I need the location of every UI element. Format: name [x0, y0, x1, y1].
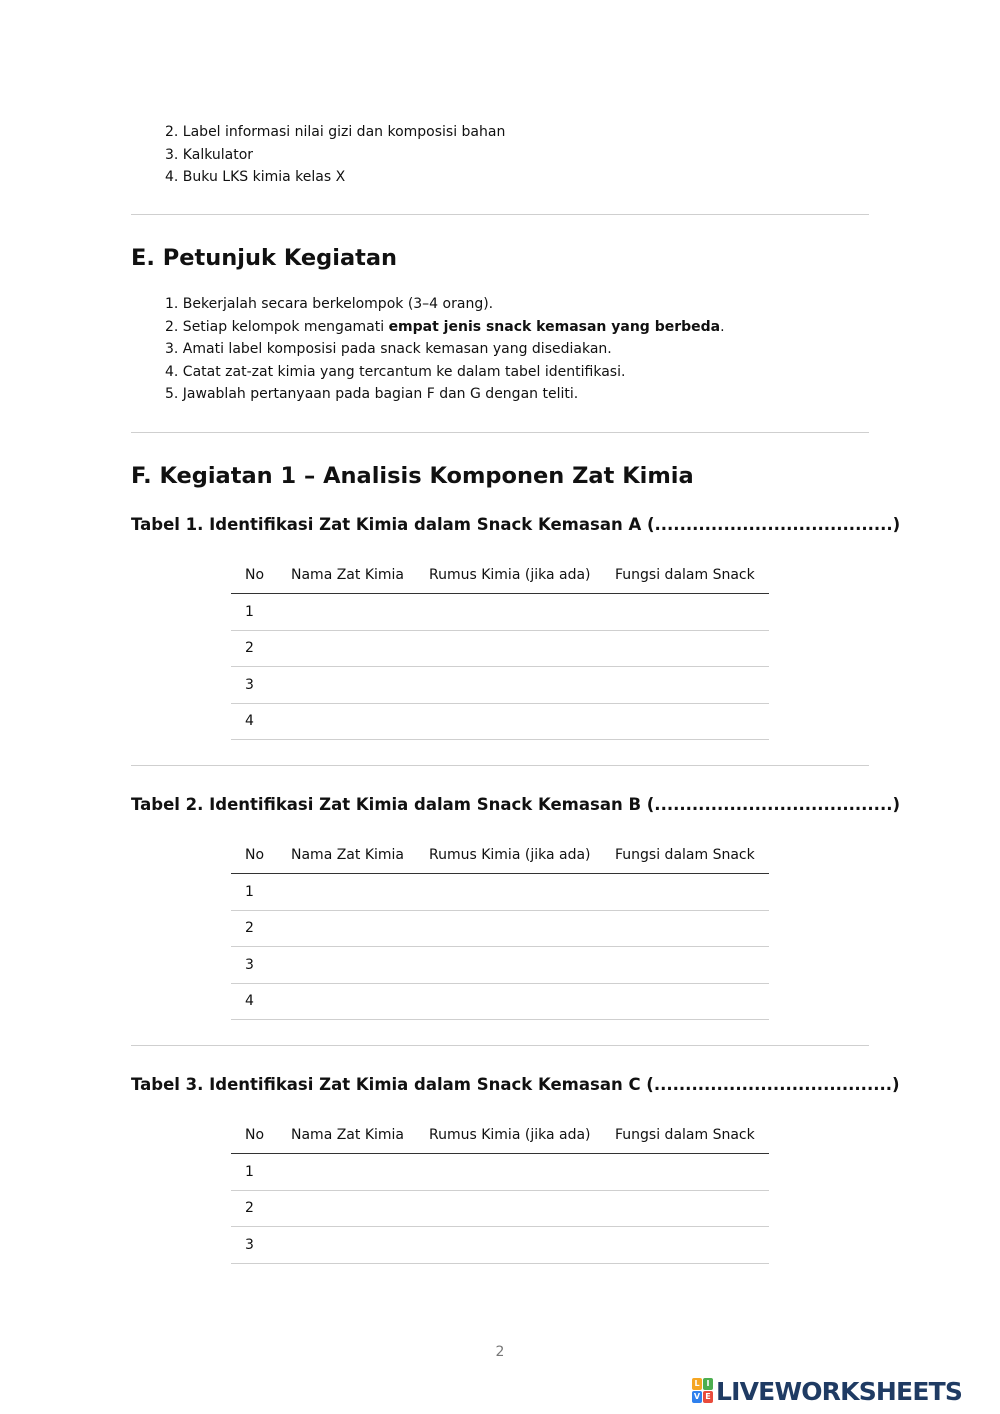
table-1	[231, 557, 769, 740]
col-header-formula: Rumus Kimia (jika ada)	[429, 837, 615, 874]
cell-function[interactable]	[615, 667, 769, 704]
cell-name[interactable]	[291, 947, 429, 984]
list-item: 2. Label informasi nilai gizi dan komposisi bahan	[165, 124, 506, 140]
logo-tile-e: E	[703, 1391, 713, 1403]
cell-function[interactable]	[615, 703, 769, 740]
cell-formula[interactable]	[429, 630, 615, 667]
row-number: 1	[231, 594, 291, 631]
list-item: 3. Amati label komposisi pada snack kemasan yang disediakan.	[165, 341, 612, 358]
cell-function[interactable]	[615, 594, 769, 631]
row-number: 3	[231, 1227, 291, 1264]
col-header-no: No	[231, 557, 291, 594]
cell-formula[interactable]	[429, 667, 615, 704]
step-text: 2. Setiap kelompok mengamati	[165, 318, 389, 335]
cell-function[interactable]	[615, 630, 769, 667]
table-row	[231, 667, 769, 704]
tools-list	[131, 121, 505, 189]
row-number: 1	[231, 1154, 291, 1191]
cell-formula[interactable]	[429, 1190, 615, 1227]
divider	[131, 432, 869, 433]
col-header-no: No	[231, 1117, 291, 1154]
table-row	[231, 910, 769, 947]
cell-function[interactable]	[615, 947, 769, 984]
table-header-row	[231, 837, 769, 874]
table-3	[231, 1117, 769, 1264]
list-item: 5. Jawablah pertanyaan pada bagian F dan G dengan teliti.	[165, 386, 579, 403]
row-number: 4	[231, 983, 291, 1020]
cell-name[interactable]	[291, 630, 429, 667]
list-item: 4. Catat zat-zat kimia yang tercantum ke dalam tabel identifikasi.	[165, 363, 626, 380]
cell-formula[interactable]	[429, 1154, 615, 1191]
row-number: 2	[231, 910, 291, 947]
list-item	[131, 316, 725, 339]
cell-name[interactable]	[291, 703, 429, 740]
cell-function[interactable]	[615, 1190, 769, 1227]
table-header-row	[231, 557, 769, 594]
cell-function[interactable]	[615, 1154, 769, 1191]
cell-formula[interactable]	[429, 874, 615, 911]
table-row	[231, 983, 769, 1020]
col-header-function: Fungsi dalam Snack	[615, 1117, 769, 1154]
table-1-title: Tabel 1. Identifikasi Zat Kimia dalam Snack Kemasan A (......................................)	[131, 515, 901, 534]
col-header-no: No	[231, 837, 291, 874]
table-row	[231, 594, 769, 631]
logo-tile-l: L	[692, 1378, 702, 1390]
cell-function[interactable]	[615, 874, 769, 911]
step-bold-text: empat jenis snack kemasan yang berbeda	[388, 318, 721, 335]
table-row	[231, 630, 769, 667]
row-number: 3	[231, 947, 291, 984]
row-number: 2	[231, 1190, 291, 1227]
brand-logo-icon	[692, 1378, 714, 1404]
cell-name[interactable]	[291, 874, 429, 911]
table-header-row	[231, 1117, 769, 1154]
cell-name[interactable]	[291, 1227, 429, 1264]
table-row	[231, 703, 769, 740]
liveworksheets-logo[interactable]	[692, 1374, 962, 1408]
table-3-title: Tabel 3. Identifikasi Zat Kimia dalam Snack Kemasan C (......................................)	[131, 1075, 900, 1094]
cell-function[interactable]	[615, 910, 769, 947]
page-number: 2	[495, 1344, 505, 1360]
cell-name[interactable]	[291, 1190, 429, 1227]
col-header-function: Fungsi dalam Snack	[615, 557, 769, 594]
step-text: .	[720, 318, 725, 335]
cell-name[interactable]	[291, 594, 429, 631]
table-row	[231, 947, 769, 984]
row-number: 1	[231, 874, 291, 911]
list-item: 3. Kalkulator	[165, 146, 254, 163]
cell-formula[interactable]	[429, 983, 615, 1020]
table-row	[231, 1227, 769, 1264]
table-2	[231, 837, 769, 1020]
cell-formula[interactable]	[429, 910, 615, 947]
cell-name[interactable]	[291, 983, 429, 1020]
row-number: 2	[231, 630, 291, 667]
cell-formula[interactable]	[429, 1227, 615, 1264]
list-item: 4. Buku LKS kimia kelas X	[165, 169, 346, 186]
section-f-title: F. Kegiatan 1 – Analisis Komponen Zat Kimia	[131, 463, 694, 489]
brand-text: LIVEWORKSHEETS	[716, 1376, 963, 1406]
table-row	[231, 874, 769, 911]
table-2-title: Tabel 2. Identifikasi Zat Kimia dalam Snack Kemasan B (......................................)	[131, 795, 901, 814]
list-item: 1. Bekerjalah secara berkelompok (3–4 orang).	[165, 296, 494, 312]
cell-function[interactable]	[615, 1227, 769, 1264]
table-row	[231, 1154, 769, 1191]
cell-formula[interactable]	[429, 947, 615, 984]
divider	[131, 765, 869, 766]
divider	[131, 214, 869, 215]
row-number: 4	[231, 703, 291, 740]
logo-tile-i: I	[703, 1378, 713, 1390]
col-header-name: Nama Zat Kimia	[291, 1117, 429, 1154]
table-row	[231, 1190, 769, 1227]
col-header-formula: Rumus Kimia (jika ada)	[429, 557, 615, 594]
row-number: 3	[231, 667, 291, 704]
cell-formula[interactable]	[429, 594, 615, 631]
logo-tile-v: V	[693, 1392, 701, 1401]
instructions-list	[131, 293, 725, 406]
cell-name[interactable]	[291, 667, 429, 704]
cell-function[interactable]	[615, 983, 769, 1020]
section-e-title: E. Petunjuk Kegiatan	[131, 245, 398, 271]
cell-name[interactable]	[291, 910, 429, 947]
divider	[131, 1045, 869, 1046]
col-header-function: Fungsi dalam Snack	[615, 837, 769, 874]
cell-name[interactable]	[291, 1154, 429, 1191]
col-header-name: Nama Zat Kimia	[291, 837, 429, 874]
col-header-name: Nama Zat Kimia	[291, 557, 429, 594]
cell-formula[interactable]	[429, 703, 615, 740]
col-header-formula: Rumus Kimia (jika ada)	[429, 1117, 615, 1154]
